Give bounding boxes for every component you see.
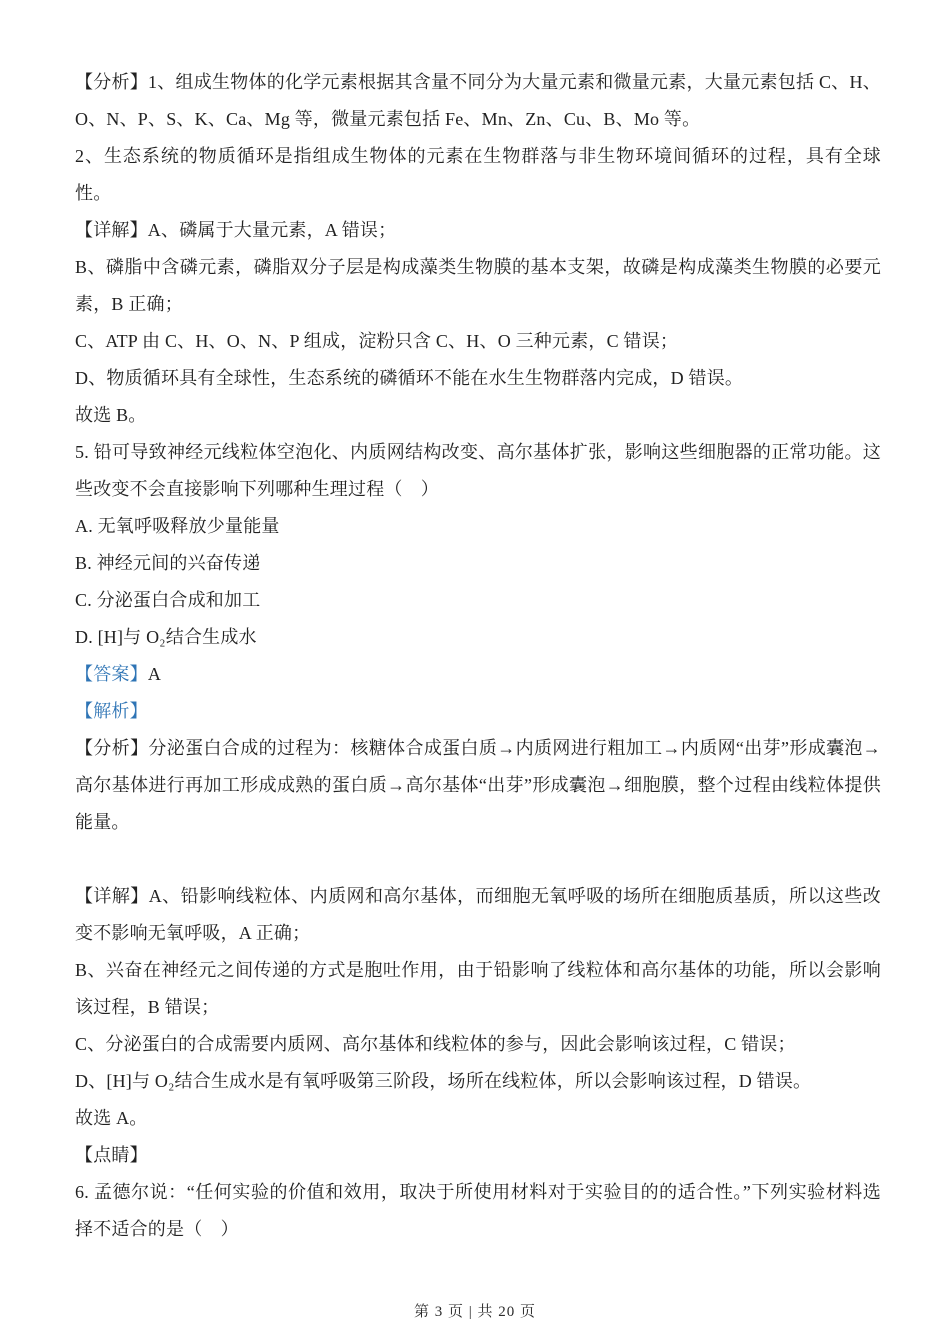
- detail-q4-option-c: [75, 323, 881, 360]
- paragraph-text: 【分析】1、组成生物体的化学元素根据其含量不同分为大量元素和微量元素，大量元素包括 C、H、O、N、P、S、K、Ca、Mg 等，微量元素包括 Fe、Mn、Zn、Cu、B、Mo 等。: [75, 72, 881, 129]
- detail-q4-option-b: [75, 249, 881, 323]
- key-point-heading: [75, 1137, 881, 1174]
- paragraph-text: B、磷脂中含磷元素，磷脂双分子层是构成藻类生物膜的基本支架，故磷是构成藻类生物膜的必要元素，B 正确；: [75, 257, 881, 314]
- analysis-part1-paragraph: [75, 64, 881, 138]
- q4-conclusion: [75, 397, 881, 434]
- detail-q5-option-d: [75, 1063, 881, 1100]
- paragraph-label: 【解析】: [75, 701, 148, 721]
- detail-q5-option-c: [75, 1026, 881, 1063]
- paragraph-text: 故选 A。: [75, 1108, 148, 1128]
- paragraph-text: C、分泌蛋白的合成需要内质网、高尔基体和线粒体的参与，因此会影响该过程，C 错误；: [75, 1034, 796, 1054]
- analysis-part2-paragraph: [75, 138, 881, 212]
- paragraph-text: D、物质循环具有全球性，生态系统的磷循环不能在水生生物群落内完成，D 错误。: [75, 368, 744, 388]
- paragraph-text: 6. 孟德尔说：“任何实验的价值和效用，取决于所使用材料对于实验目的的适合性。”下列实验材料选择不适合的是（ ）: [75, 1182, 881, 1239]
- answer-paragraph: [75, 656, 881, 693]
- page-footer: [0, 1300, 950, 1321]
- paragraph-text: D. [H]与 O₂结合生成水: [75, 627, 257, 647]
- detail-q5-option-a: [75, 878, 881, 952]
- paragraph-text: A: [147, 664, 162, 684]
- document-body: [75, 64, 881, 1248]
- paragraph-text: B、兴奋在神经元之间传递的方式是胞吐作用，由于铅影响了线粒体和高尔基体的功能，所以会影响该过程，B 错误；: [75, 960, 881, 1017]
- question-5-stem: [75, 434, 881, 508]
- question-5-option-d: [75, 619, 881, 656]
- blank-line: [75, 841, 881, 878]
- paragraph-text: C. 分泌蛋白合成和加工: [75, 590, 261, 610]
- paragraph-text: 2、生态系统的物质循环是指组成生物体的元素在生物群落与非生物环境间循环的过程，具有全球性。: [75, 146, 881, 203]
- paragraph-label: 【答案】: [75, 664, 148, 684]
- paragraph-text: 【点睛】: [75, 1145, 148, 1165]
- detail-q5-option-b: [75, 952, 881, 1026]
- paragraph-text: 故选 B。: [75, 405, 147, 425]
- paragraph-text: 【详解】A、铅影响线粒体、内质网和高尔基体，而细胞无氧呼吸的场所在细胞质基质，所以这些改变不影响无氧呼吸，A 正确；: [75, 886, 881, 943]
- detail-q4-option-a: [75, 212, 881, 249]
- paragraph-text: C、ATP 由 C、H、O、N、P 组成，淀粉只含 C、H、O 三种元素，C 错误；: [75, 331, 679, 351]
- analysis-q5-paragraph: [75, 730, 881, 841]
- paragraph-text: 5. 铅可导致神经元线粒体空泡化、内质网结构改变、高尔基体扩张，影响这些细胞器的正常功能。这些改变不会直接影响下列哪种生理过程（ ）: [75, 442, 881, 499]
- paragraph-text: 【详解】A、磷属于大量元素，A 错误；: [75, 220, 397, 240]
- question-6-stem: [75, 1174, 881, 1248]
- explanation-heading: [75, 693, 881, 730]
- paragraph-text: A. 无氧呼吸释放少量能量: [75, 516, 280, 536]
- paragraph-text: B. 神经元间的兴奋传递: [75, 553, 261, 573]
- page-number-indicator: 第 3 页 | 共 20 页: [413, 1304, 536, 1320]
- detail-q4-option-d: [75, 360, 881, 397]
- question-5-option-a: [75, 508, 881, 545]
- question-5-option-b: [75, 545, 881, 582]
- question-5-option-c: [75, 582, 881, 619]
- q5-conclusion: [75, 1100, 881, 1137]
- paragraph-text: D、[H]与 O₂结合生成水是有氧呼吸第三阶段，场所在线粒体，所以会影响该过程，D 错误。: [75, 1071, 812, 1091]
- paragraph-text: 【分析】分泌蛋白合成的过程为：核糖体合成蛋白质→内质网进行粗加工→内质网“出芽”形成囊泡→高尔基体进行再加工形成成熟的蛋白质→高尔基体“出芽”形成囊泡→细胞膜，整个过程由线粒体提供能量。: [75, 738, 881, 832]
